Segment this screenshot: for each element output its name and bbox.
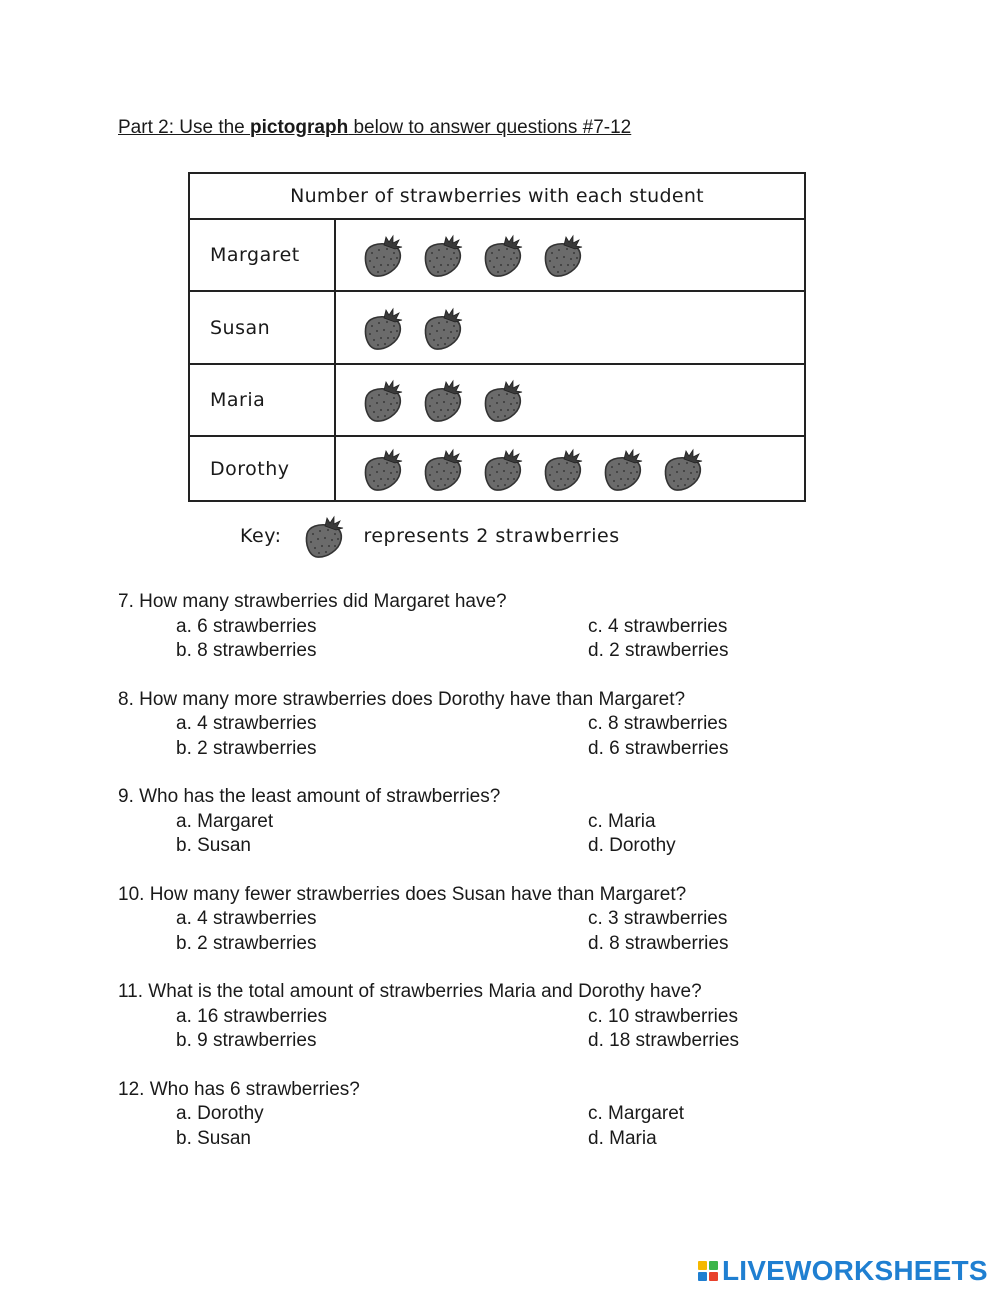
question-7	[118, 590, 878, 664]
option-a[interactable]: a. Dorothy	[176, 1103, 264, 1124]
option-d[interactable]: d. 2 strawberries	[588, 640, 729, 661]
part-heading: Part 2: Use the pictograph below to answer questions #7-12	[118, 117, 632, 138]
option-d[interactable]: d. 6 strawberries	[588, 737, 729, 759]
option-d[interactable]: d. 18 strawberries	[588, 1030, 740, 1051]
questions-list	[118, 590, 878, 1175]
strawberry-icon	[418, 231, 466, 279]
option-d[interactable]: d. Maria	[588, 1127, 657, 1149]
strawberry-icon	[358, 445, 406, 493]
strawberry-icon	[538, 231, 586, 279]
pictograph-title: Number of strawberries with each student	[190, 174, 804, 220]
option-b[interactable]: b. 9 strawberries	[176, 1030, 317, 1051]
question-text: 7. How many strawberries did Margaret have?	[118, 591, 507, 612]
strawberry-icon	[478, 445, 526, 493]
option-b[interactable]: b. 2 strawberries	[176, 737, 317, 759]
student-name: Dorothy	[190, 437, 336, 500]
strawberry-icons	[336, 437, 804, 500]
strawberry-icon	[478, 376, 526, 424]
liveworksheets-logo-icon	[698, 1261, 718, 1281]
strawberry-icons	[336, 220, 804, 290]
student-name: Maria	[190, 365, 336, 435]
brand-text: LIVEWORKSHEETS	[722, 1255, 988, 1286]
strawberry-icon	[598, 445, 646, 493]
pictograph-row	[190, 365, 804, 437]
strawberry-icon	[478, 231, 526, 279]
student-name: Margaret	[190, 220, 336, 290]
pictograph-table	[188, 172, 806, 502]
question-text: 9. Who has the least amount of strawberries?	[118, 786, 501, 807]
question-8	[118, 688, 878, 762]
strawberry-icon	[538, 445, 586, 493]
pictograph-row	[190, 292, 804, 365]
option-b[interactable]: b. Susan	[176, 835, 251, 856]
logo-square	[709, 1261, 718, 1270]
option-a[interactable]: a. 4 strawberries	[176, 908, 317, 929]
option-b[interactable]: b. 8 strawberries	[176, 640, 317, 661]
option-c[interactable]: c. Margaret	[588, 1103, 685, 1124]
strawberry-icon	[358, 376, 406, 424]
question-9	[118, 785, 878, 859]
option-c[interactable]: c. 10 strawberries	[588, 1005, 738, 1027]
option-c[interactable]: c. 8 strawberries	[588, 713, 728, 734]
logo-square	[698, 1272, 707, 1281]
option-b[interactable]: b. 2 strawberries	[176, 932, 317, 954]
option-c[interactable]: c. 3 strawberries	[588, 908, 728, 929]
liveworksheets-brand	[698, 1255, 988, 1287]
heading-bold-word: pictograph	[250, 117, 349, 138]
option-b[interactable]: b. Susan	[176, 1127, 251, 1149]
question-text: 11. What is the total amount of strawberries Maria and Dorothy have?	[118, 981, 702, 1002]
logo-square	[698, 1261, 707, 1270]
key-text: represents 2 strawberries	[363, 525, 620, 547]
strawberry-icon	[418, 304, 466, 352]
student-name: Susan	[190, 292, 336, 363]
option-c[interactable]: c. Maria	[588, 810, 656, 832]
strawberry-icon	[418, 376, 466, 424]
strawberry-icon	[299, 512, 347, 560]
pictograph-key	[240, 510, 620, 562]
question-text: 8. How many more strawberries does Dorothy have than Margaret?	[118, 688, 686, 710]
option-d[interactable]: d. 8 strawberries	[588, 932, 729, 954]
question-12	[118, 1078, 878, 1152]
question-text: 10. How many fewer strawberries does Susan have than Margaret?	[118, 883, 687, 905]
strawberry-icon	[281, 512, 363, 560]
strawberry-icon	[358, 231, 406, 279]
pictograph-row	[190, 220, 804, 292]
option-d[interactable]: d. Dorothy	[588, 835, 676, 856]
strawberry-icons	[336, 365, 804, 435]
option-a[interactable]: a. 6 strawberries	[176, 615, 317, 637]
logo-square	[709, 1272, 718, 1281]
option-a[interactable]: a. 16 strawberries	[176, 1005, 328, 1027]
strawberry-icon	[658, 445, 706, 493]
pictograph-row	[190, 437, 804, 500]
key-label: Key:	[240, 525, 282, 547]
question-11	[118, 980, 878, 1054]
strawberry-icon	[358, 304, 406, 352]
question-text: 12. Who has 6 strawberries?	[118, 1078, 360, 1100]
strawberry-icons	[336, 292, 804, 363]
question-10	[118, 883, 878, 957]
option-c[interactable]: c. 4 strawberries	[588, 615, 728, 637]
option-a[interactable]: a. 4 strawberries	[176, 713, 317, 734]
strawberry-icon	[418, 445, 466, 493]
option-a[interactable]: a. Margaret	[176, 810, 274, 832]
